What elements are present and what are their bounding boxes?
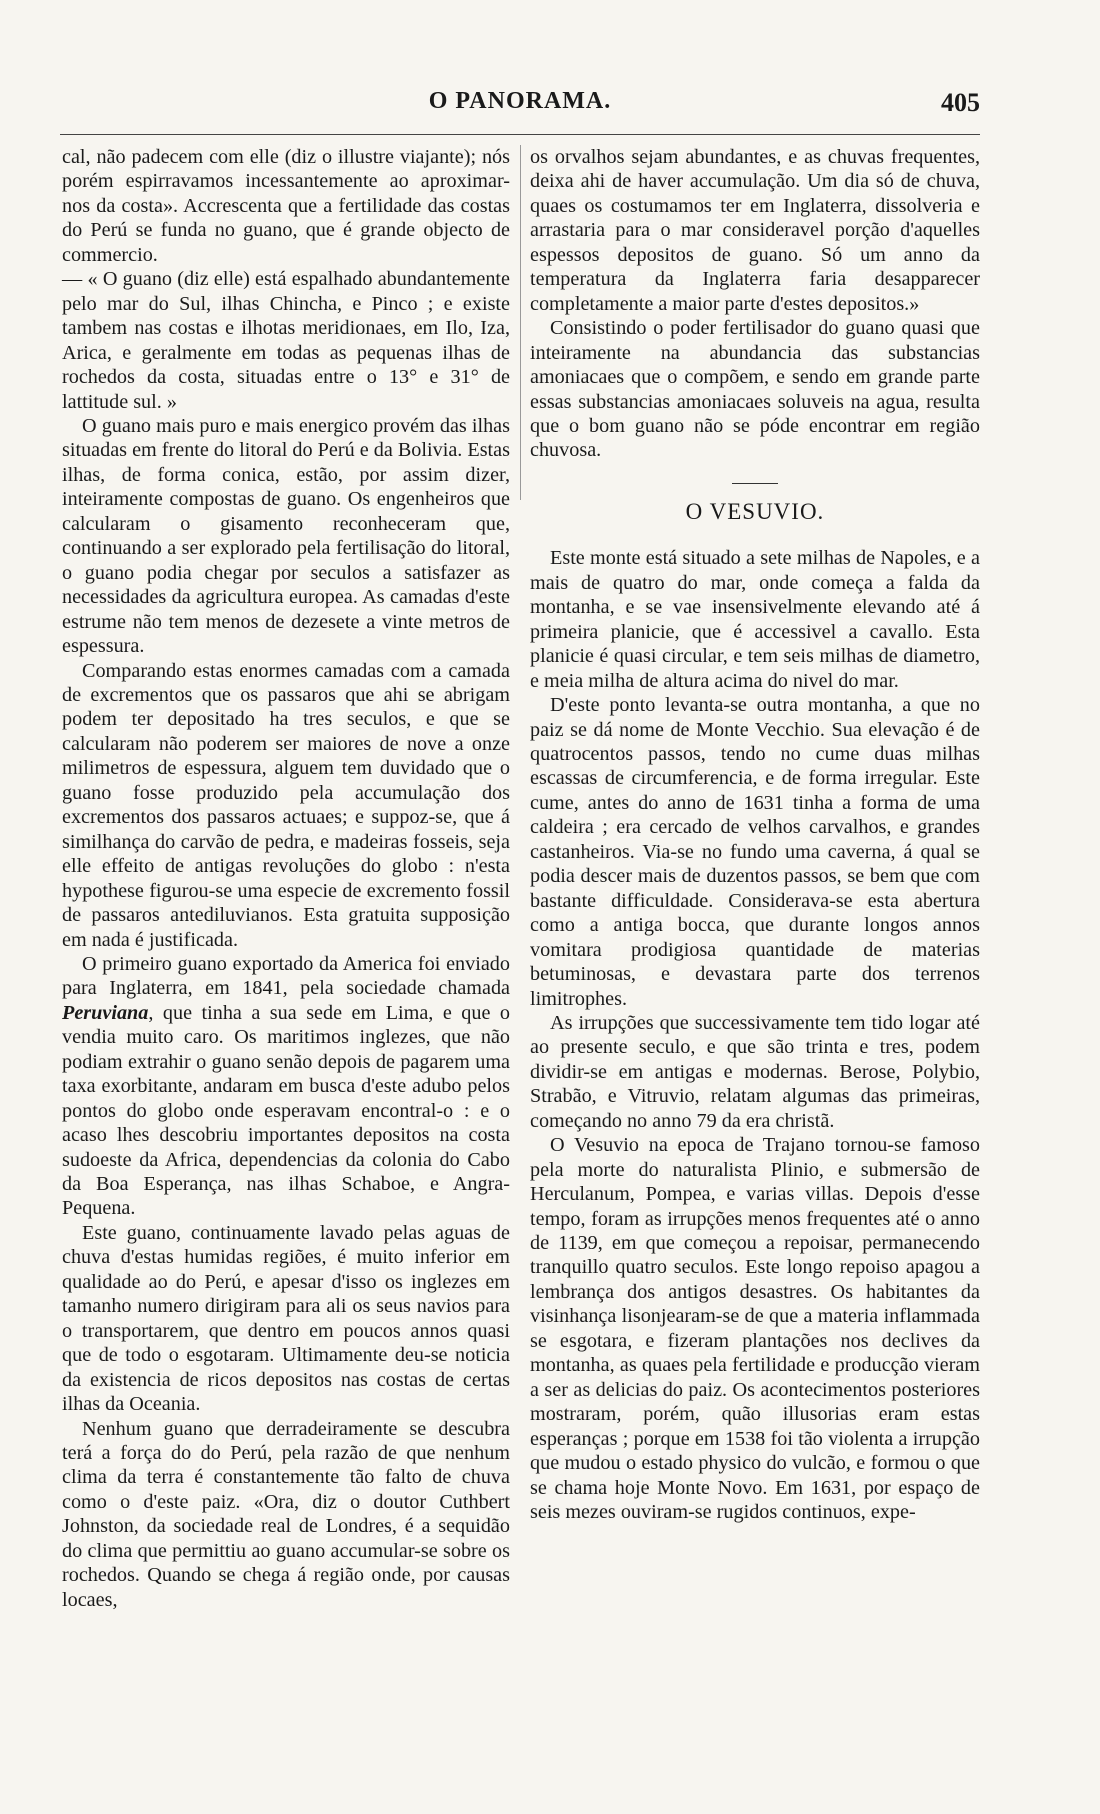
paragraph: Comparando estas enormes camadas com a camada de excrementos que os passaros que ahi se abrigam podem ter depositado ha tres seculos, e que se calcularam não poderem ser maiores de nove a onze milimetros de espessura, alguem tem duvidado que o guano fosse produzido pela accumulação dos excrementos dos passaros actuaes; e suppoz-se, que á similhança do carvão de pedra, e madeiras fosseis, seja elle effeito de antigas revoluções do globo : n'esta hypothese figurou-se uma especie de excremento fossil de passaros antediluvianos. Esta gratuita supposição em nada é justificada. xyxy=(62,659,510,951)
paragraph: As irrupções que successivamente tem tido logar até ao presente seculo, e que são trinta e tres, podem dividir-se em antigas e modernas. Berose, Polybio, Strabão, e Vitruvio, relatam algumas das primeiras, começando no anno 79 da era christã. xyxy=(530,1011,980,1132)
paragraph: Nenhum guano que derradeiramente se descubra terá a força do do Perú, pela razão de que nenhum clima da terra é constantemente tão falto de chuva como o d'este paiz. «Ora, diz o doutor Cuthbert Johnston, da sociedade real de Londres, é a sequidão do clima que permittiu ao guano accumular-se sobre os rochedos. Quando se chega á região onde, por causas locaes, xyxy=(62,1417,510,1611)
header-rule xyxy=(60,134,980,135)
paragraph: — « O guano (diz elle) está espalhado abundantemente pelo mar do Sul, ilhas Chincha, e Pinco ; e existe tambem nas costas e ilhotas meridionaes, em Ilo, Iza, Arica, e geralmente em todas as pequenas ilhas de rochedos da costa, situadas entre o 13° e 31° de lattitude sul. » xyxy=(62,268,510,413)
paragraph-text: , que tinha a sua sede em Lima, e que o vendia muito caro. Os maritimos inglezes, que não podiam extrahir o guano senão depois de pagarem uma taxa exorbitante, andaram em busca d'este adubo pelos pontos do globo onde esperavam encontral-o : e o acaso lhes descobriu importantes depositos na costa sudoeste da Africa, dependencias da colonia do Cabo da Boa Esperança, nas ilhas Schaboe, e Angra-Pequena. xyxy=(62,1001,510,1220)
paragraph: cal, não padecem com elle (diz o illustre viajante); nós porém espirravamos incessantemente ao aproximar-nos da costa». Accrescenta que a fertilidade das costas do Perú se funda no guano, que é grande objecto de commercio. xyxy=(62,146,510,266)
column-divider xyxy=(520,145,521,500)
right-column xyxy=(530,145,980,1524)
paragraph: O Vesuvio na epoca de Trajano tornou-se famoso pela morte do naturalista Plinio, e submersão de Herculanum, Pompea, e varias villas. Depois d'esse tempo, foram as irrupções menos frequentes até o anno de 1139, em que começou a repoisar, permanecendo tranquillo quatro seculos. Este longo repoiso apagou a lembrança dos antigos desastres. Os habitantes da visinhança lisonjearam-se de que a materia inflammada se esgotara, e fizeram plantações nos declives da montanha, as quaes pela fertilidade e producção vieram a ser as delicias do paiz. Os acontecimentos posteriores mostraram, porém, quão illusorias eram estas esperanças ; porque em 1538 foi tão violenta a irrupção que mudou o estado physico do vulcão, e formou o que se chama hoje Monte Novo. Em 1631, por espaço de seis mezes ouviram-se rugidos continuos, expe- xyxy=(530,1134,980,1524)
running-title: O PANORAMA. xyxy=(428,88,612,114)
section-title: O VESUVIO. xyxy=(685,498,825,524)
paragraph: Este guano, continuamente lavado pelas aguas de chuva d'estas humidas regiões, é muito inferior em qualidade ao do Perú, e apesar d'isso os inglezes em tamanho numero dirigiram para ali os seus navios para o transportarem, que dentro em poucos annos quasi que de todo o esgotaram. Ultimamente deu-se noticia da existencia de ricos depositos nas costas de certas ilhas da Oceania. xyxy=(62,1221,510,1416)
page-number: 405 xyxy=(941,88,980,117)
paragraph-text: O primeiro guano exportado da America foi enviado para Inglaterra, em 1841, pela sociedade chamada xyxy=(62,952,510,1000)
paragraph: D'este ponto levanta-se outra montanha, a que no paiz se dá nome de Monte Vecchio. Sua elevação é de quatrocentos passos, tendo no cume duas milhas escassas de circumferencia, e de forma irregular. Este cume, antes do anno de 1631 tinha a forma de uma caldeira ; era cercado de velhos carvalhos, e grandes castanheiros. Via-se no fundo uma caverna, á qual se podia descer mais de duzentos passos, se bem que com bastante difficuldade. Considerava-se esta abertura como a antiga bocca, que durante longos annos vomitara prodigiosa quantidade de materias betuminosas, e devastara parte dos terrenos limitrophes. xyxy=(530,694,980,1010)
paragraph: Consistindo o poder fertilisador do guano quasi que inteiramente na abundancia das substancias amoniacaes que o compõem, e sendo em grande parte essas substancias amoniacaes soluveis na agua, resulta que o bom guano não se póde encontrar em região chuvosa. xyxy=(530,317,980,462)
left-column xyxy=(62,145,510,1612)
paragraph: os orvalhos sejam abundantes, e as chuvas frequentes, deixa ahi de haver accumulação. Um dia só de chuva, quaes os costumamos ter em Inglaterra, dissolveria e arrastaria para o mar consideravel porção d'aquelles espessos depositos de guano. Só um anno da temperatura da Inglaterra faria desapparecer completamente a maior parte d'estes depositos.» xyxy=(530,146,980,315)
paragraph: O guano mais puro e mais energico provém das ilhas situadas em frente do litoral do Perú e da Bolivia. Estas ilhas, de forma conica, estão, por assim dizer, inteiramente compostas de guano. Os engenheiros que calcularam o gisamento reconheceram que, continuando a ser explorado pela fertilisação do litoral, o guano podia chegar por seculos a satisfazer as necessidades da agricultura europea. As camadas d'este estrume não tem menos de dezesete a vinte metros de espessura. xyxy=(62,414,510,658)
paragraph: Este monte está situado a sete milhas de Napoles, e a mais de quatro do mar, onde começa a falda da montanha, e se vae insensivelmente elevando até á primeira planicie, que é accessivel a cavallo. Esta planicie é quasi circular, e tem seis milhas de diametro, e meia milha de altura acima do nivel do mar. xyxy=(530,547,980,692)
page-header xyxy=(60,88,980,128)
paragraph xyxy=(62,952,510,1221)
section-divider xyxy=(732,483,778,484)
company-name: Peruviana xyxy=(62,1001,149,1024)
